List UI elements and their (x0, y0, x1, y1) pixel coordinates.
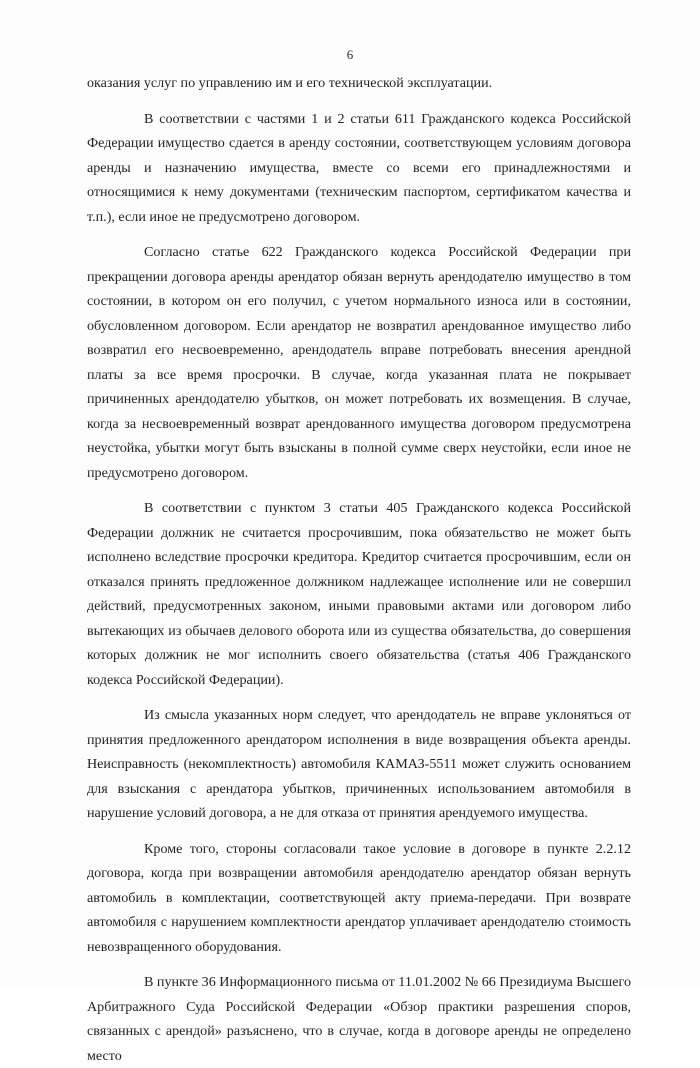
page-number: 6 (346, 47, 354, 62)
paragraph: В соответствии с пунктом 3 статьи 405 Гражданского кодекса Российской Федерации должник не считается просрочившим, пока обязательство не может быть исполнено вследствие просрочки кредитора. Кредитор считается просрочившим, если он отказался принять предложенное должником надлежащее исполнение или не совершил действий, предусмотренных законом, иными правовыми актами или договором либо вытекающих из обычаев делового оборота или из существа обязательства, до совершения которых должник не мог исполнить своего обязательства (статья 406 Гражданского кодекса Российской Федерации). (87, 500, 631, 688)
paragraph: Согласно статье 622 Гражданского кодекса Российской Федерации при прекращении договора аренды арендатор обязан вернуть арендодателю имущество в том состоянии, в котором он его получил, с учетом нормального износа или в состоянии, обусловленном договором. Если арендатор не возвратил арендованное имущество либо возвратил его несвоевременно, арендодатель вправе потребовать внесения арендной платы за все время просрочки. В случае, когда указанная плата не покрывает причиненных арендодателю убытков, он может потребовать их возмещения. В случае, когда за несвоевременный возврат арендованного имущества договором предусмотрена неустойка, убытки могут быть взысканы в полной сумме сверх неустойки, если иное не предусмотрено договором. (87, 244, 631, 481)
paragraph: В соответствии с частями 1 и 2 статьи 611 Гражданского кодекса Российской Федерации имущество сдается в аренду состоянии, соответствующем условиям договора аренды и назначению имущества, вместе со всеми его принадлежностями и относящимися к нему документами (техническим паспортом, сертификатом качества и т.п.), если иное не предусмотрено договором. (87, 110, 631, 225)
paragraph: оказания услуг по управлению им и его технической эксплуатации. (87, 75, 493, 91)
paragraph: В пункте 36 Информационного письма от 11.01.2002 № 66 Президиума Высшего Арбитражного Суда Российской Федерации «Обзор практики разрешения споров, связанных с арендой» разъяснено, что в случае, когда в договоре аренды не определено место (87, 974, 631, 1064)
document-body (87, 71, 631, 1068)
paragraph: Кроме того, стороны согласовали такое условие в договоре в пункте 2.2.12 договора, когда при возвращении автомобиля арендодателю арендатор обязан вернуть автомобиль в комплектации, соответствующей акту приема-передачи. При возврате автомобиля с нарушением комплектности арендатор уплачивает арендодателю стоимость невозвращенного оборудования. (87, 840, 631, 955)
paragraph: Из смысла указанных норм следует, что арендодатель не вправе уклоняться от принятия предложенного арендатором исполнения в виде возвращения объекта аренды. Неисправность (некомплектность) автомобиля КАМАЗ-5511 может служить основанием для взыскания с арендатора убытков, причиненных использованием автомобиля в нарушение условий договора, а не для отказа от принятия арендуемого имущества. (87, 707, 631, 821)
